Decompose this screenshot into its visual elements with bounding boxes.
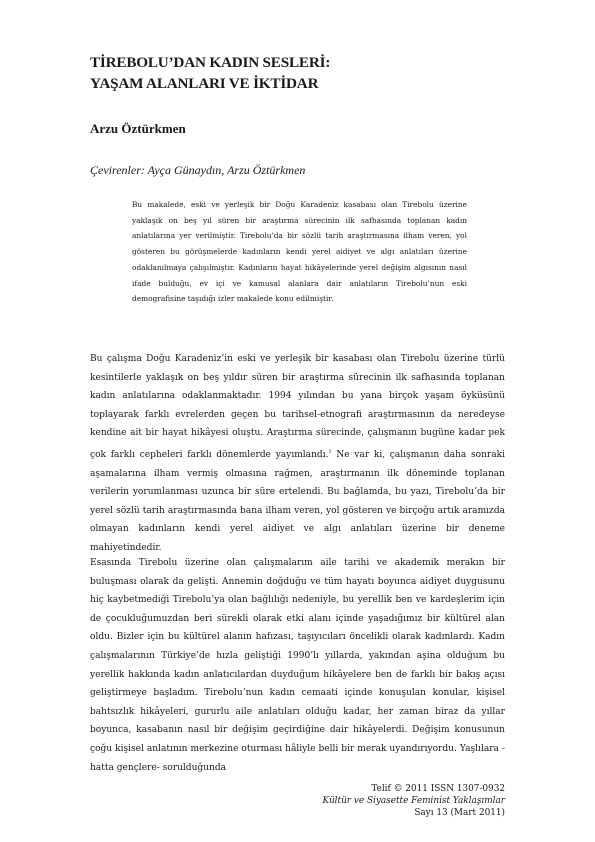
footer-journal: Kültür ve Siyasette Feminist Yaklaşımlar	[322, 796, 505, 806]
article-title	[90, 52, 510, 94]
translators-line: Çevirenler: Ayça Günaydın, Arzu Öztürkmen	[90, 163, 306, 177]
p1-text-a: Bu çalışma Doğu Karadeniz’in eski ve yerleşik bir kasabası olan Tirebolu üzerine türlü kesintilerle yaklaşık on beş yıldır süren bir araştırma sürecinin ilk safhasında toplanan kadın anlatılarına odaklanmaktadır. 1994 yılından bu yana birçok yaşam öyküsünü toplayarak farklı evrelerden geçen bu tarihsel-etnografi araştırmasının da neredeyse kendine ait bir hayat hikâyesi oluştu. Araştırma sürecinde, çalışmanın bugüne kadar pek çok farklı cepheleri farklı dönemlerde yayımlandı.	[90, 354, 505, 460]
body-paragraph-2: Esasında Tirebolu üzerine olan çalışmalarım aile tarihi ve akademik merakın bir buluşması olarak da gelişti. Annemin doğduğu ve tüm hayatı boyunca aidiyet duygusunu hiç kaybetmediği Tirebolu’ya olan bağlılığı nedeniyle, bu yerellik ben ve kardeşlerim için de çocukluğumuzdan beri sürekli olarak etki alanı içinde yaşadığımız bir kültürel alan oldu. Bizler için bu kültürel alanın hafızası, taşıyıcıları öncelikli olarak kadınlardı. Kadın çalışmalarının Türkiye’de hızla geliştiği 1990’lı yıllarda, yakından aşina olduğum bu yerellik hakkında kadın anlatıcılardan duyduğum hikâyelere ben de farklı bir bakış açısı geliştirmeye başladım. Tirebolu’nun kadın cemaati içinde konuşulan konular, kişisel bahtsızlık hikâyeleri, gururlu aile anlatıları olduğu kadar, her zaman biraz da yıllar boyunca, kasabanın nasıl bir değişim geçirdiğine dair hikâyelerdi. Değişim konusunun çoğu kişisel anlatının merkezine oturması hâliyle belli bir merak uyandırıyordu. Yaşlılara -hatta gençlere- sorulduğunda	[90, 558, 505, 773]
p1-text-b: Ne var ki, çalışmanın daha sonraki aşamalarına ilham vermiş olmasına rağmen, araştırmanın ilk döneminde toplanan verilerin yorumlanması uzunca bir süre ertelendi. Bu bağlamda, bu yazı, Tirebolu’da bir yerel sözlü tarih araştırmasında bana ilham veren, yol gösteren ve birçoğu artık aramızda olmayan kadınların kendi yerel aidiyet ve algı anlatıları üzerine bir deneme mahiyetindedir.	[90, 449, 505, 553]
body-paragraph-1	[90, 350, 505, 558]
title-line-1: TİREBOLU’DAN KADIN SESLERİ:	[90, 54, 331, 71]
author-name: Arzu Öztürkmen	[90, 121, 186, 136]
abstract: Bu makalede, eski ve yerleşik bir Doğu Karadeniz kasabası olan Tirebolu üzerine yaklaşık on beş yıl süren bir araştırma sürecinin ilk safhasında toplanan kadın anlatılarına yer verilmiştir. Tirebolu’da bir sözlü tarih araştırmasına ilham veren, yol gösteren bu görüşmelerde kadınların kendi yerel aidiyet ve algı anlatıları üzerine odaklanılmaya çalışılmıştır. Kadınların hayat hikâyelerinde yerel değişim algısının nasıl ifade bulduğu, ev içi ve kamusal alanlara dair anlatıların Tirebolu’nun eski demografisine taşıdığı izler makalede konu edilmiştir.	[132, 200, 467, 304]
footer-copyright: Telif © 2011 ISSN 1307-0932	[371, 784, 505, 794]
page-footer	[323, 783, 505, 819]
footer-issue: Sayı 13 (Mart 2011)	[414, 808, 505, 818]
title-line-2: YAŞAM ALANLARI VE İKTİDAR	[90, 75, 319, 92]
footnote-marker[interactable]: 1	[328, 448, 332, 455]
